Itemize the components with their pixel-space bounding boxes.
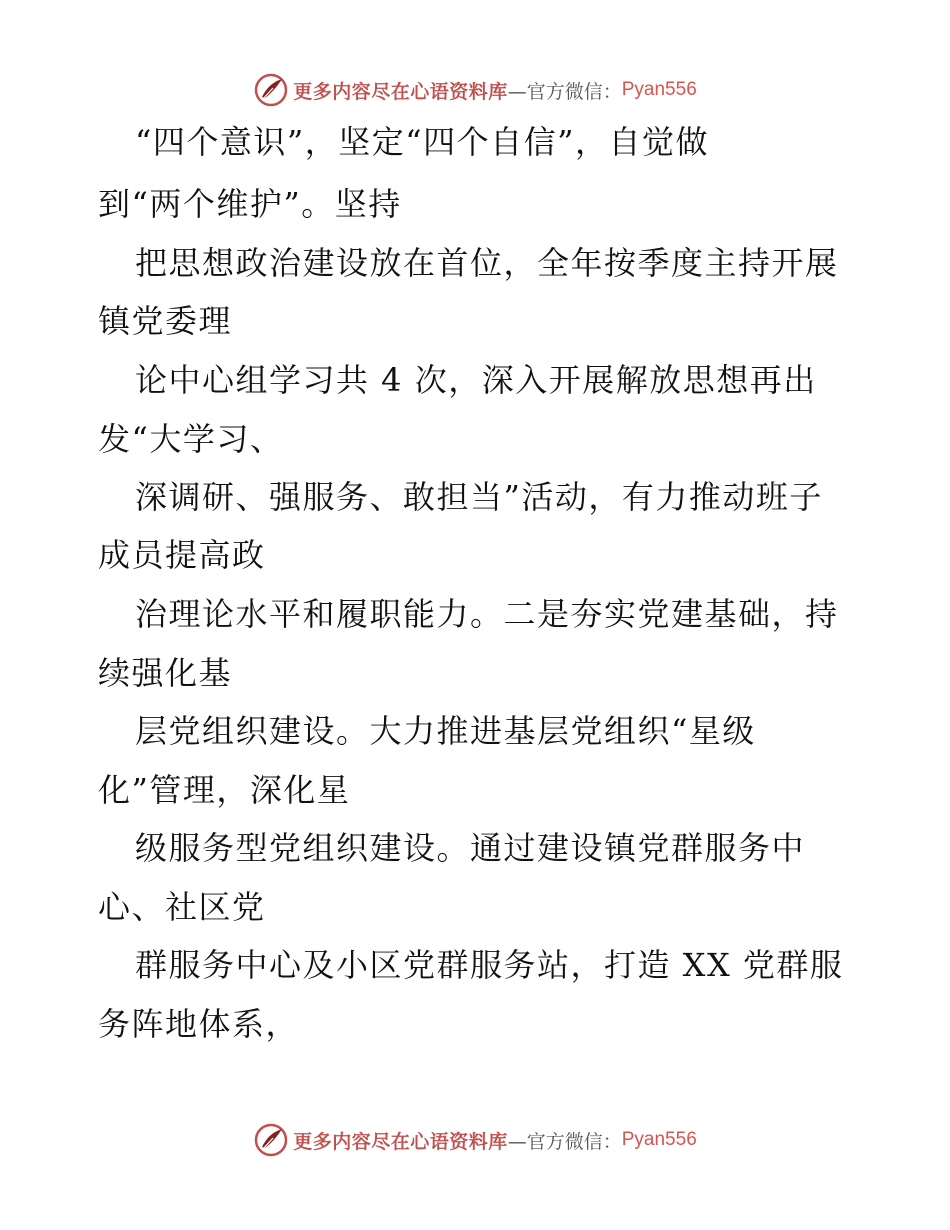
footer-banner-text: 更多内容尽在心语资料库 [293, 1130, 508, 1153]
header-banner-text: 更多内容尽在心语资料库 [293, 80, 508, 103]
body-line: “四个意识”，坚定“四个自信”，自觉做 [135, 123, 709, 161]
body-line: 把思想政治建设放在首位，全年按季度主持开展 [135, 244, 839, 282]
footer-banner-separator: —官方微信： [507, 1130, 622, 1153]
body-line: 心、社区党 [98, 888, 266, 926]
feather-pen-logo-icon [253, 72, 289, 108]
body-line: 论中心组学习共 4 次，深入开展解放思想再出 [135, 361, 817, 399]
body-line: 务阵地体系， [98, 1005, 300, 1043]
body-line: 层党组织建设。大力推进基层党组织“星级 [135, 712, 756, 750]
body-line: 化”管理，深化星 [98, 771, 351, 809]
body-line: 深调研、强服务、敢担当”活动，有力推动班子 [135, 478, 823, 516]
header-banner-separator: —官方微信： [507, 80, 622, 103]
feather-pen-logo-icon [253, 1122, 289, 1158]
footer-banner [0, 1120, 950, 1160]
body-line: 发“大学习、 [98, 420, 284, 458]
body-line: 群服务中心及小区党群服务站，打造 XX 党群服 [135, 946, 844, 984]
body-line: 治理论水平和履职能力。二是夯实党建基础，持 [135, 595, 839, 633]
header-banner [0, 70, 950, 110]
footer-wechat-id: Pyan556 [621, 1129, 697, 1150]
body-line: 镇党委理 [98, 302, 233, 340]
body-line: 续强化基 [98, 654, 233, 692]
body-line: 成员提高政 [98, 536, 266, 574]
body-line: 级服务型党组织建设。通过建设镇党群服务中 [135, 829, 806, 867]
body-line: 到“两个维护”。坚持 [98, 185, 402, 223]
header-wechat-id: Pyan556 [621, 79, 697, 100]
